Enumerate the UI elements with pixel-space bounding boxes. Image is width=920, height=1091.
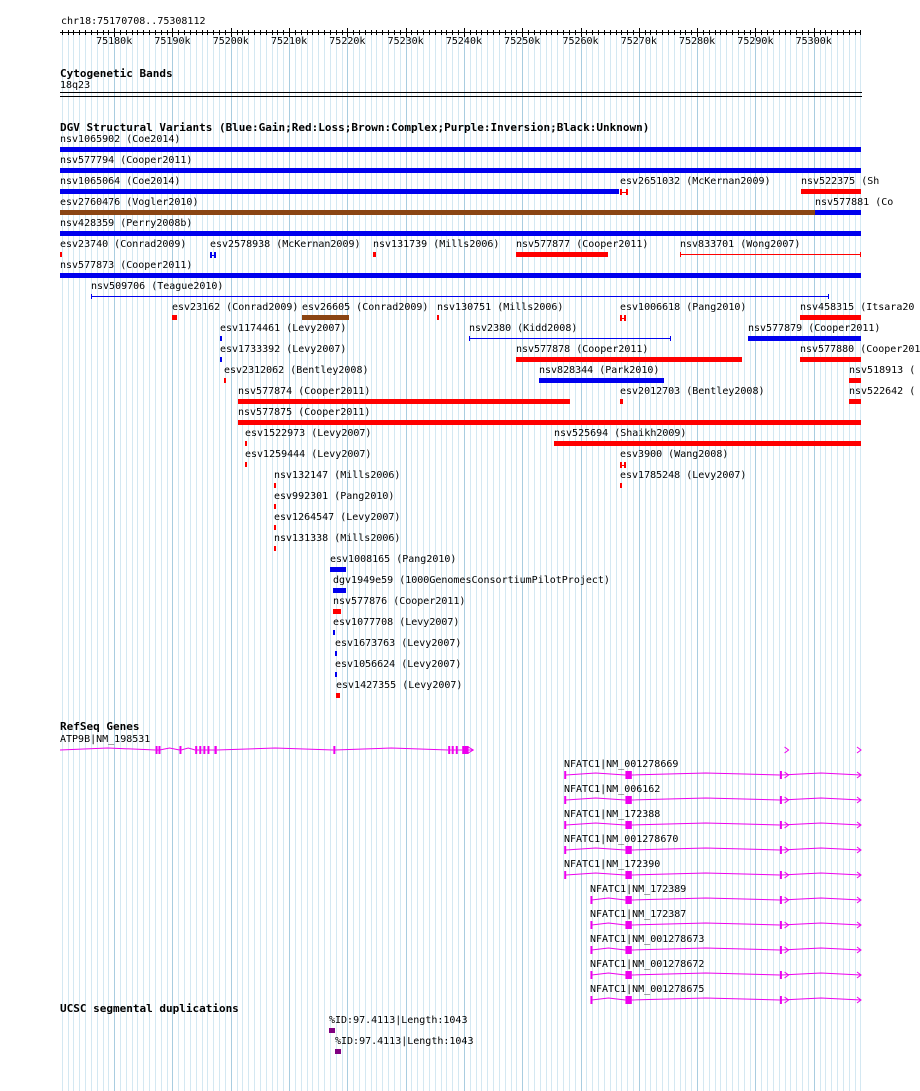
sv-feature[interactable]: [336, 693, 340, 698]
sv-label: esv2760476 (Vogler2010): [60, 197, 199, 208]
sv-label: nsv577794 (Cooper2011): [60, 155, 193, 166]
gene-exon: [780, 996, 782, 1004]
ruler-tick-label: 75180k: [96, 36, 133, 47]
gene-label: NFATC1|NM_172389: [590, 884, 687, 895]
sv-label: nsv130751 (Mills2006): [437, 302, 564, 313]
dgv-track-title: DGV Structural Variants (Blue:Gain;Red:Loss;Brown:Complex;Purple:Inversion;Black:Unknown): [60, 121, 650, 134]
sv-feature[interactable]: [815, 210, 861, 215]
gene-exon: [448, 746, 450, 754]
gene-intron: [632, 873, 780, 875]
sv-label: nsv518913 (: [849, 365, 916, 376]
sv-label: nsv828344 (Park2010): [539, 365, 660, 376]
gene-exon: [590, 921, 592, 929]
sv-label: esv2012703 (Bentley2008): [620, 386, 765, 397]
sv-feature[interactable]: [620, 399, 623, 404]
sv-feature[interactable]: [330, 567, 346, 572]
sv-label: nsv1065902 (Coe2014): [60, 134, 181, 145]
gene-exon: [564, 771, 566, 779]
gene-intron: [566, 873, 625, 875]
sv-feature[interactable]: [245, 462, 247, 467]
gene-intron: [781, 948, 861, 950]
sv-label: esv2651032 (McKernan2009): [620, 176, 771, 187]
sv-label: nsv577880 (Cooper201: [800, 344, 920, 355]
gene-exon: [590, 996, 592, 1004]
gene-exon: [625, 846, 631, 854]
sv-label: nsv428359 (Perry2008b): [60, 218, 193, 229]
gene-intron: [781, 848, 861, 850]
sv-feature[interactable]: [849, 378, 861, 383]
sv-feature[interactable]: [620, 462, 626, 468]
ruler-tick-label: 75210k: [270, 36, 308, 47]
gene-label: NFATC1|NM_001278675: [590, 984, 705, 995]
sv-label: nsv522642 (: [849, 386, 916, 397]
ruler-tick-label: 75190k: [154, 36, 191, 47]
gene-intron: [592, 898, 626, 900]
gene-intron: [632, 998, 780, 1000]
sv-feature[interactable]: [220, 357, 222, 362]
gene-exon: [452, 746, 454, 754]
gene-intron: [781, 998, 861, 1000]
gene-exon: [625, 971, 631, 979]
sv-label: nsv1065064 (Coe2014): [60, 176, 181, 187]
gene-exon: [199, 746, 201, 754]
sv-feature[interactable]: [60, 273, 861, 278]
sv-label: esv1673763 (Levy2007): [335, 638, 462, 649]
gene-exon: [625, 896, 631, 904]
gene-exon: [179, 746, 181, 754]
gene-exon: [780, 846, 782, 854]
gene-intron: [632, 898, 780, 900]
sv-label: nsv577877 (Cooper2011): [516, 239, 649, 250]
sv-label: esv1785248 (Levy2007): [620, 470, 747, 481]
sv-feature[interactable]: [60, 252, 62, 257]
gene-exon: [462, 746, 468, 754]
ruler-tick-label: 75220k: [329, 36, 366, 47]
sv-feature[interactable]: [620, 315, 626, 321]
segdup-feature[interactable]: [329, 1028, 335, 1033]
gene-model[interactable]: [0, 969, 890, 983]
sv-feature[interactable]: [333, 588, 346, 593]
gene-exon: [195, 746, 197, 754]
gene-model[interactable]: [0, 894, 890, 908]
ruler-tick-label: 75200k: [212, 36, 249, 47]
cytoband-baseline: [60, 96, 862, 97]
ruler-tick-label: 75240k: [445, 36, 483, 47]
sv-label: esv1006618 (Pang2010): [620, 302, 747, 313]
sv-feature[interactable]: [539, 378, 664, 383]
gene-exon: [564, 821, 566, 829]
gene-intron: [592, 973, 626, 975]
sv-label: esv23162 (Conrad2009): [172, 302, 299, 313]
sv-feature[interactable]: [91, 294, 829, 299]
gene-intron: [566, 798, 625, 800]
sv-label: nsv509706 (Teague2010): [91, 281, 224, 292]
gene-label: ATP9B|NM_198531: [60, 734, 151, 745]
gene-label: NFATC1|NM_172390: [564, 859, 661, 870]
gene-label: NFATC1|NM_001278672: [590, 959, 705, 970]
sv-feature[interactable]: [748, 336, 861, 341]
ruler-tick-label: 75290k: [737, 36, 774, 47]
gene-exon: [158, 746, 160, 754]
gene-intron: [632, 948, 780, 950]
gene-intron: [781, 773, 861, 775]
sv-feature[interactable]: [335, 651, 337, 656]
gene-exon: [780, 871, 782, 879]
gene-model[interactable]: [0, 744, 890, 758]
sv-label: esv26605 (Conrad2009): [302, 302, 429, 313]
sv-feature[interactable]: [224, 378, 226, 383]
ruler-tick-label: 75280k: [679, 36, 716, 47]
sv-feature[interactable]: [172, 315, 177, 320]
sv-feature[interactable]: [437, 315, 439, 320]
sv-label: esv1077708 (Levy2007): [333, 617, 460, 628]
sv-label: esv1264547 (Levy2007): [274, 512, 401, 523]
ruler-tick-label: 75300k: [795, 36, 832, 47]
gene-label: NFATC1|NM_172388: [564, 809, 661, 820]
segdup-track-title: UCSC segmental duplications: [60, 1002, 239, 1015]
gene-model[interactable]: [0, 919, 890, 933]
sv-feature[interactable]: [801, 189, 861, 194]
sv-label: esv1733392 (Levy2007): [220, 344, 347, 355]
sv-feature[interactable]: [60, 147, 861, 152]
gene-model[interactable]: [0, 819, 890, 833]
sv-label: nsv577875 (Cooper2011): [238, 407, 371, 418]
cytoband-track-title: Cytogenetic Bands: [60, 67, 173, 80]
gene-exon: [625, 946, 631, 954]
gene-exon: [780, 921, 782, 929]
gene-exon: [564, 796, 566, 804]
sv-feature[interactable]: [554, 441, 861, 446]
gene-label: NFATC1|NM_006162: [564, 784, 661, 795]
gene-exon: [780, 946, 782, 954]
gene-intron: [592, 923, 626, 925]
sv-label: esv992301 (Pang2010): [274, 491, 395, 502]
gene-intron: [632, 823, 780, 825]
segdup-label: %ID:97.4113|Length:1043: [335, 1036, 474, 1047]
gene-intron: [632, 848, 780, 850]
sv-label: nsv525694 (Shaikh2009): [554, 428, 687, 439]
sv-label: esv3900 (Wang2008): [620, 449, 729, 460]
sv-label: nsv577876 (Cooper2011): [333, 596, 466, 607]
ruler-tick-label: 75250k: [504, 36, 541, 47]
sv-label: nsv577873 (Cooper2011): [60, 260, 193, 271]
sv-feature[interactable]: [60, 210, 815, 215]
sv-feature[interactable]: [800, 315, 861, 320]
sv-feature[interactable]: [373, 252, 376, 257]
gene-model[interactable]: [0, 869, 890, 883]
gene-intron: [781, 798, 861, 800]
sv-feature[interactable]: [469, 336, 671, 341]
gene-exon: [333, 746, 335, 754]
gene-intron: [781, 923, 861, 925]
sv-feature[interactable]: [238, 399, 570, 404]
gene-intron: [335, 748, 449, 750]
gene-exon: [564, 846, 566, 854]
sv-feature[interactable]: [210, 252, 216, 258]
sv-feature[interactable]: [620, 189, 628, 195]
gene-label: NFATC1|NM_001278673: [590, 934, 705, 945]
gene-model[interactable]: [0, 944, 890, 958]
gene-intron: [781, 823, 861, 825]
sv-feature[interactable]: [516, 357, 742, 362]
sv-label: esv1259444 (Levy2007): [245, 449, 372, 460]
gene-intron: [217, 748, 334, 750]
gene-exon: [590, 896, 592, 904]
ruler-tick-label: 75230k: [387, 36, 424, 47]
sv-label: esv1522973 (Levy2007): [245, 428, 372, 439]
ruler-tick-label: 75260k: [562, 36, 599, 47]
sv-label: dgv1949e59 (1000GenomesConsortiumPilotProject): [333, 575, 610, 586]
sv-feature[interactable]: [60, 231, 861, 236]
sv-label: esv23740 (Conrad2009): [60, 239, 187, 250]
gene-label: NFATC1|NM_172387: [590, 909, 687, 920]
gene-exon: [780, 896, 782, 904]
sv-feature[interactable]: [274, 504, 276, 509]
cytoband-bar[interactable]: [60, 92, 862, 93]
sv-feature[interactable]: [274, 525, 276, 530]
gene-intron: [781, 973, 861, 975]
sv-feature[interactable]: [620, 483, 622, 488]
sv-label: esv2578938 (McKernan2009): [210, 239, 361, 250]
segdup-label: %ID:97.4113|Length:1043: [329, 1015, 468, 1026]
sv-feature[interactable]: [274, 546, 276, 551]
sv-feature[interactable]: [680, 252, 861, 257]
gene-intron: [632, 973, 780, 975]
sv-feature[interactable]: [220, 336, 222, 341]
gene-exon: [590, 946, 592, 954]
sv-feature[interactable]: [800, 357, 861, 362]
sv-feature[interactable]: [274, 483, 276, 488]
gene-exon: [207, 746, 209, 754]
gene-intron: [566, 823, 625, 825]
gene-model[interactable]: [0, 844, 890, 858]
gene-intron: [632, 773, 780, 775]
gene-intron: [566, 848, 625, 850]
sv-feature[interactable]: [60, 189, 619, 194]
gene-intron: [781, 898, 861, 900]
sv-label: nsv2380 (Kidd2008): [469, 323, 578, 334]
refseq-track-title: RefSeq Genes: [60, 720, 140, 733]
sv-label: nsv132147 (Mills2006): [274, 470, 401, 481]
sv-label: nsv577878 (Cooper2011): [516, 344, 649, 355]
sv-label: esv1174461 (Levy2007): [220, 323, 347, 334]
sv-label: nsv131338 (Mills2006): [274, 533, 401, 544]
gene-intron: [566, 773, 625, 775]
sv-feature[interactable]: [333, 609, 341, 614]
sv-label: esv1427355 (Levy2007): [336, 680, 463, 691]
sv-label: nsv833701 (Wong2007): [680, 239, 801, 250]
sv-label: nsv577881 (Co: [815, 197, 894, 208]
gene-intron: [632, 923, 780, 925]
gene-exon: [625, 796, 631, 804]
region-label: chr18:75170708..75308112: [61, 16, 206, 27]
sv-feature[interactable]: [333, 630, 335, 635]
sv-feature[interactable]: [238, 420, 861, 425]
sv-label: nsv458315 (Itsara20: [800, 302, 915, 313]
gene-exon: [625, 771, 631, 779]
gene-exon: [625, 871, 631, 879]
gene-exon: [780, 771, 782, 779]
gene-exon: [625, 996, 631, 1004]
gene-intron: [181, 748, 195, 750]
gene-exon: [780, 821, 782, 829]
gene-exon: [456, 746, 458, 754]
sv-feature[interactable]: [302, 315, 349, 320]
cytoband-label: 18q23: [60, 80, 91, 91]
gene-intron: [60, 748, 156, 750]
gene-intron: [632, 798, 780, 800]
gene-exon: [156, 746, 158, 754]
gene-model[interactable]: [0, 794, 890, 808]
gene-exon: [780, 796, 782, 804]
gene-intron: [160, 748, 180, 750]
gene-label: NFATC1|NM_001278669: [564, 759, 679, 770]
ruler-tick-label: 75270k: [620, 36, 657, 47]
segdup-feature[interactable]: [335, 1049, 341, 1054]
gene-exon: [590, 971, 592, 979]
gene-exon: [780, 971, 782, 979]
gene-exon: [564, 871, 566, 879]
sv-label: nsv522375 (Sh: [801, 176, 880, 187]
gene-label: NFATC1|NM_001278670: [564, 834, 679, 845]
sv-feature[interactable]: [849, 399, 861, 404]
gene-model[interactable]: [0, 769, 890, 783]
sv-feature[interactable]: [60, 168, 861, 173]
sv-feature[interactable]: [335, 672, 337, 677]
gene-exon: [214, 746, 216, 754]
sv-feature[interactable]: [245, 441, 247, 446]
sv-label: nsv577874 (Cooper2011): [238, 386, 371, 397]
gene-exon: [203, 746, 205, 754]
gene-exon: [625, 921, 631, 929]
gene-intron: [592, 948, 626, 950]
gene-exon: [625, 821, 631, 829]
sv-feature[interactable]: [516, 252, 608, 257]
sv-label: nsv131739 (Mills2006): [373, 239, 500, 250]
strand-arrow: [785, 747, 789, 753]
sv-label: nsv577879 (Cooper2011): [748, 323, 881, 334]
gene-intron: [781, 873, 861, 875]
sv-label: esv1056624 (Levy2007): [335, 659, 462, 670]
sv-label: esv2312062 (Bentley2008): [224, 365, 369, 376]
strand-arrow: [857, 747, 861, 753]
gene-intron: [592, 998, 626, 1000]
sv-label: esv1008165 (Pang2010): [330, 554, 457, 565]
